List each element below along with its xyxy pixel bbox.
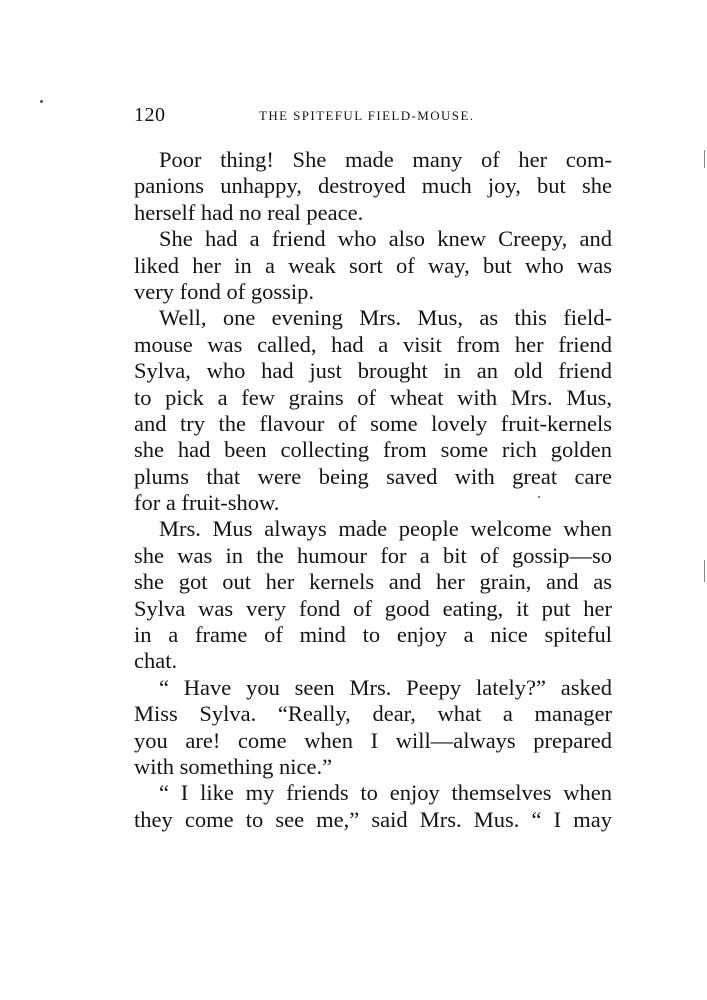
text-line: Poor thing! She made many of her com- bbox=[159, 147, 612, 172]
page-edge-mark bbox=[704, 560, 705, 582]
running-title: THE SPITEFUL FIELD-MOUSE. bbox=[259, 108, 475, 123]
text-line: she had been collecting from some rich golden bbox=[134, 437, 612, 463]
page-number: 120 bbox=[134, 104, 166, 126]
text-line: herself had no real peace. bbox=[134, 199, 364, 225]
paper-speck bbox=[538, 496, 540, 498]
text-line: Sylva, who had just brought in an old friend bbox=[134, 358, 612, 384]
text-line: “ Have you seen Mrs. Peepy lately?” asked bbox=[159, 674, 612, 700]
text-line: in a frame of mind to enjoy a nice spiteful bbox=[134, 622, 612, 648]
text-line: Well, one evening Mrs. Mus, as this field- bbox=[159, 305, 612, 331]
text-line: she was in the humour for a bit of gossip—so bbox=[134, 542, 612, 568]
text-line: she got out her kernels and her grain, and as bbox=[134, 569, 612, 595]
body-text bbox=[134, 147, 612, 833]
text-line: for a fruit-show. bbox=[134, 490, 280, 516]
text-line: Miss Sylva. “Really, dear, what a manager bbox=[134, 701, 612, 727]
text-line: She had a friend who also knew Creepy, and bbox=[159, 226, 612, 252]
text-line: plums that were being saved with great care bbox=[134, 463, 612, 489]
text-line: they come to see me,” said Mrs. Mus. “ I may bbox=[134, 806, 612, 832]
text-line: chat. bbox=[134, 648, 178, 674]
page-edge-mark bbox=[704, 150, 705, 168]
text-line: “ I like my friends to enjoy themselves when bbox=[159, 780, 612, 806]
text-line: very fond of gossip. bbox=[134, 278, 314, 304]
text-line: you are! come when I will—always prepared bbox=[134, 727, 612, 753]
running-head bbox=[134, 104, 612, 128]
text-line: mouse was called, had a visit from her friend bbox=[134, 331, 612, 357]
text-line: panions unhappy, destroyed much joy, but she bbox=[134, 173, 612, 199]
text-line: Sylva was very fond of good eating, it put her bbox=[134, 595, 612, 621]
paper-speck bbox=[40, 100, 43, 103]
text-line: Mrs. Mus always made people welcome when bbox=[159, 516, 612, 542]
text-line: and try the flavour of some lovely fruit-kernels bbox=[134, 410, 612, 436]
text-line: to pick a few grains of wheat with Mrs. Mus, bbox=[134, 384, 612, 410]
text-line: with something nice.” bbox=[134, 753, 333, 779]
text-line: liked her in a weak sort of way, but who was bbox=[134, 252, 612, 278]
